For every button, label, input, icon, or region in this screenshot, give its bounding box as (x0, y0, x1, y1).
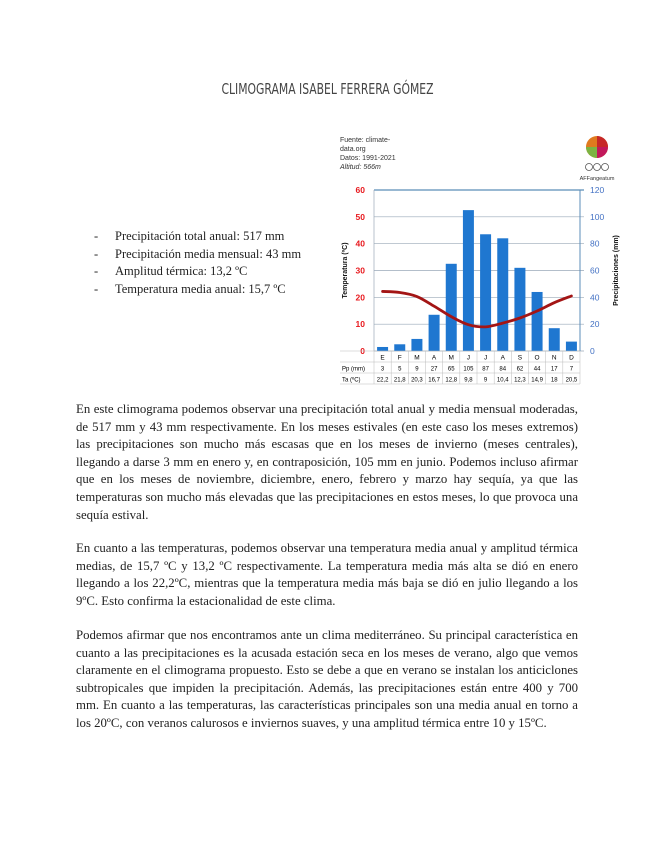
table-cell-pp: 5 (398, 366, 402, 373)
table-cell-ta: 20,3 (411, 377, 423, 384)
y-left-tick-label: 50 (355, 211, 365, 222)
bullet: - (94, 246, 99, 261)
table-cell-ta: 14,9 (531, 377, 543, 384)
y-left-tick-label: 60 (355, 185, 365, 195)
plot-area (340, 185, 620, 384)
y-left-tick-label: 40 (355, 238, 365, 249)
stat-text: Temperatura media anual: 15,7 ºC (115, 281, 286, 296)
table-cell-pp: 84 (499, 366, 507, 373)
logo-segment (597, 136, 608, 147)
table-cell-pp: 27 (430, 366, 438, 373)
precipitation-bar (411, 339, 422, 351)
y-right-axis-title: Precipitaciones (mm) (613, 235, 620, 306)
paragraph-temperature: En cuanto a las temperaturas, podemos observar una temperatura media anual y amplitud térmica medias, de 15,7 ºC y 13,2 ºC respectivamente. La temperatura media más alta se dió en enero llegando a los 22,2ºC, mientras que la temperatura media más baja se dió en julio llegando a los 9ºC. Esto confirma la estacionalidad de este clima. (76, 541, 578, 608)
precipitation-bar (480, 234, 491, 351)
bullet: - (94, 229, 99, 243)
x-tick-label: F (397, 354, 402, 362)
table-cell-pp: 7 (569, 366, 574, 373)
x-tick-label: A (500, 354, 505, 362)
x-tick-label: S (517, 354, 523, 362)
precipitation-bar (514, 268, 525, 351)
list-item (94, 263, 301, 281)
nd-icon (602, 164, 609, 171)
chart-source (339, 137, 396, 171)
y-right-tick-label: 40 (590, 292, 600, 303)
x-tick-label: M (414, 354, 420, 362)
x-tick-label: E (380, 354, 385, 362)
precipitation-bar (532, 292, 543, 351)
table-row-label: Ta (ºC) (342, 377, 361, 384)
table-cell-pp: 9 (415, 366, 419, 373)
stat-text: Amplitud térmica: 13,2 ºC (115, 264, 248, 278)
table-cell-ta: 12,8 (445, 377, 458, 384)
source-line: Fuente: climate- (340, 137, 391, 144)
precipitation-bar (446, 264, 457, 351)
table-cell-ta: 12,3 (514, 377, 526, 384)
stat-text: Precipitación media mensual: 43 mm (115, 246, 302, 261)
x-tick-label: J (466, 354, 471, 362)
precipitation-bar (377, 347, 388, 351)
y-right-tick-label: 60 (590, 265, 600, 276)
logo-segment (597, 147, 608, 158)
source-line: data.org (340, 146, 366, 153)
y-left-tick-label: 0 (360, 346, 365, 356)
x-tick-label: D (569, 354, 574, 362)
table-cell-pp: 62 (516, 366, 524, 373)
stat-text: Precipitación total anual: 517 mm (115, 229, 285, 243)
source-line: Altitud: 566m (340, 164, 381, 171)
by-icon (594, 164, 601, 171)
source-line: Datos: 1991-2021 (340, 155, 396, 162)
table-row-label: Pp (mm) (342, 366, 365, 373)
logo (580, 136, 615, 182)
climograph-chart (330, 130, 630, 392)
precipitation-bar (549, 328, 560, 351)
table-cell-ta: 9 (483, 377, 488, 384)
table-cell-pp: 65 (447, 366, 455, 373)
table-cell-pp: 44 (533, 366, 541, 373)
y-left-tick-label: 30 (355, 265, 365, 276)
table-cell-pp: 105 (463, 366, 474, 373)
list-item (94, 281, 301, 299)
bullet: - (94, 264, 99, 278)
precipitation-bar (566, 342, 577, 351)
y-left-tick-label: 10 (355, 319, 365, 330)
list-item (94, 228, 301, 246)
precipitation-bar (394, 344, 405, 351)
y-left-axis-title: Temperatura (ºC) (342, 242, 349, 299)
precipitation-bar (497, 238, 508, 351)
precipitation-bar (429, 315, 440, 351)
x-tick-label: O (534, 354, 540, 362)
table-cell-ta: 16,7 (428, 377, 440, 384)
table-cell-pp: 17 (550, 366, 558, 373)
x-tick-label: M (448, 354, 454, 362)
table-cell-ta: 9,8 (464, 377, 473, 384)
cc-icon (586, 164, 593, 171)
table-cell-ta: 21,8 (393, 377, 406, 384)
x-tick-label: N (551, 354, 557, 362)
table-cell-ta: 10,4 (496, 377, 509, 384)
logo-text: AFFangeatum (579, 176, 615, 182)
y-right-tick-label: 80 (590, 238, 600, 249)
precipitation-bar (463, 210, 474, 351)
y-right-tick-label: 100 (590, 211, 605, 222)
stats-list (94, 228, 301, 298)
y-right-tick-label: 0 (590, 346, 595, 356)
paragraph-climate: Podemos afirmar que nos encontramos ante un clima mediterráneo. Su principal característica en cuanto a las precipitaciones es la acusada estación seca en los meses de verano, algo que vemos claramente en el climograma propuesto. Esto se debe a que en verano se instalan los anticiclones subtropicales que impiden la precipitación. Además, las precipitaciones están entre 400 y 700 mm. En cuanto a las temperaturas, las características principales son una media anual en torno a los 20ºC, con veranos calurosos e inviernos suaves, y una amplitud térmica entre 10 y 15ºC. (76, 628, 578, 730)
y-right-tick-label: 120 (590, 185, 605, 195)
temperature-line (383, 291, 572, 326)
y-right-tick-label: 20 (590, 319, 600, 330)
logo-segment (586, 147, 597, 158)
table-cell-pp: 3 (380, 366, 385, 373)
table-cell-ta: 18 (550, 377, 558, 384)
table-cell-ta: 22,2 (376, 377, 389, 384)
table-cell-ta: 20,5 (565, 377, 578, 384)
list-item (94, 246, 301, 264)
bullet: - (94, 281, 99, 296)
x-tick-label: J (483, 354, 488, 362)
y-left-tick-label: 20 (355, 292, 365, 303)
table-cell-pp: 87 (482, 366, 489, 373)
paragraph-precipitation: En este climograma podemos observar una precipitación total anual y media mensual moderadas, de 517 mm y 43 mm respectivamente. En los meses estivales (en este caso los meses extremos) las precipitaciones son mucho más escasas que en los meses de invierno (meses centrales), llegando a darse 3 mm en enero y, en contraposición, 105 mm en junio. Podemos incluso afirmar que en los meses de noviembre, diciembre, enero, febrero y marzo hay sequía, ya que las temperaturas son mucho más elevadas que las precipitaciones en estos meses, lo que provoca una sequía estival. (76, 402, 578, 522)
x-tick-label: A (431, 354, 437, 362)
page-title: CLIMOGRAMA ISABEL FERRERA GÓMEZ (221, 80, 434, 98)
